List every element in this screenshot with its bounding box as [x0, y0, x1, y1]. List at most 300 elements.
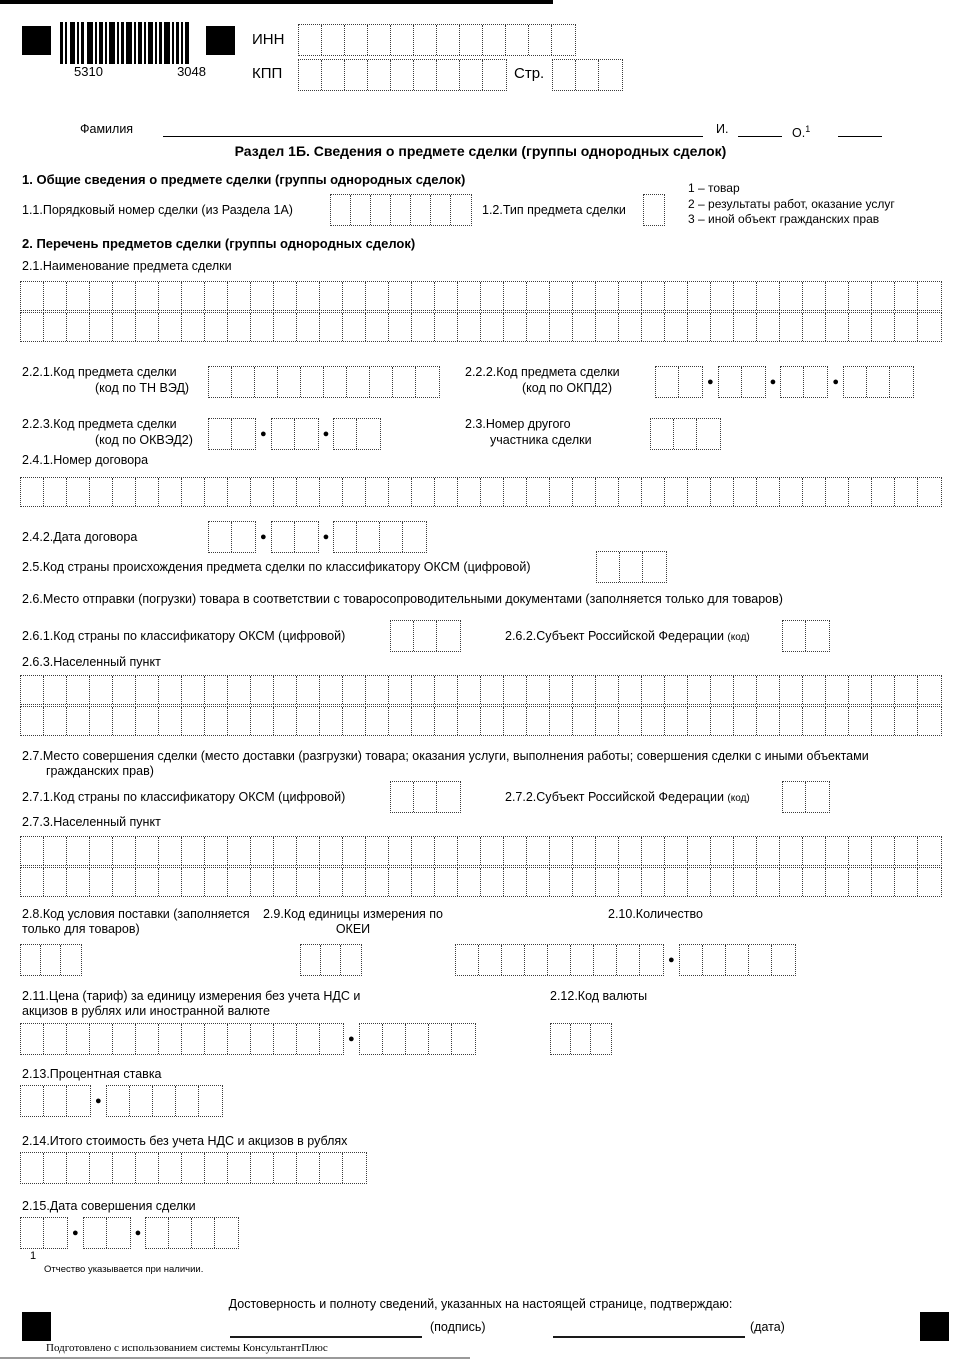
char-cell[interactable]	[414, 25, 437, 55]
char-cell[interactable]	[320, 1024, 343, 1054]
char-cell[interactable]	[599, 60, 622, 90]
char-cell[interactable]	[343, 282, 366, 310]
char-cell[interactable]	[429, 1024, 452, 1054]
char-cell[interactable]	[274, 868, 297, 896]
char-cell[interactable]	[642, 676, 665, 704]
field-2-13-cells[interactable]	[20, 1085, 223, 1117]
char-cell[interactable]	[334, 419, 357, 449]
char-cell[interactable]	[642, 837, 665, 865]
char-cell[interactable]	[504, 313, 527, 341]
char-cell[interactable]	[619, 707, 642, 735]
field-1-1-cells[interactable]	[330, 194, 472, 226]
char-cell[interactable]	[481, 313, 504, 341]
char-cell[interactable]	[351, 195, 371, 225]
field-2-2-1-cells[interactable]	[208, 366, 440, 398]
char-cell[interactable]	[504, 478, 527, 506]
char-cell[interactable]	[783, 782, 806, 812]
first-initial-field[interactable]	[738, 122, 782, 137]
char-cell[interactable]	[136, 478, 159, 506]
char-cell[interactable]	[343, 676, 366, 704]
char-cell[interactable]	[665, 313, 688, 341]
char-cell[interactable]	[596, 478, 619, 506]
char-cell[interactable]	[688, 676, 711, 704]
char-cell[interactable]	[320, 1153, 343, 1183]
char-cell[interactable]	[366, 707, 389, 735]
char-cell[interactable]	[780, 868, 803, 896]
char-cell[interactable]	[136, 837, 159, 865]
char-cell[interactable]	[551, 1024, 571, 1054]
char-cell[interactable]	[665, 478, 688, 506]
char-cell[interactable]	[297, 837, 320, 865]
char-cell[interactable]	[136, 313, 159, 341]
char-cell[interactable]	[21, 1218, 44, 1248]
char-cell[interactable]	[320, 478, 343, 506]
char-cell[interactable]	[412, 478, 435, 506]
char-cell[interactable]	[697, 419, 720, 449]
char-cell[interactable]	[504, 868, 527, 896]
char-cell[interactable]	[571, 1024, 591, 1054]
char-cell[interactable]	[550, 313, 573, 341]
char-cell[interactable]	[688, 478, 711, 506]
char-cell[interactable]	[479, 945, 502, 975]
char-cell[interactable]	[391, 621, 414, 651]
char-cell[interactable]	[411, 195, 431, 225]
char-cell[interactable]	[703, 945, 726, 975]
char-cell[interactable]	[679, 367, 702, 397]
char-cell[interactable]	[803, 313, 826, 341]
char-cell[interactable]	[21, 707, 44, 735]
char-cell[interactable]	[849, 313, 872, 341]
char-cell[interactable]	[159, 1153, 182, 1183]
char-cell[interactable]	[481, 478, 504, 506]
field-2-15-cells[interactable]	[20, 1217, 239, 1249]
char-cell[interactable]	[619, 868, 642, 896]
char-cell[interactable]	[483, 60, 506, 90]
char-cell[interactable]	[918, 837, 941, 865]
char-cell[interactable]	[274, 676, 297, 704]
char-cell[interactable]	[872, 868, 895, 896]
char-cell[interactable]	[849, 676, 872, 704]
char-cell[interactable]	[749, 945, 772, 975]
char-cell[interactable]	[370, 367, 393, 397]
char-cell[interactable]	[347, 367, 370, 397]
char-cell[interactable]	[67, 1153, 90, 1183]
char-cell[interactable]	[360, 1024, 383, 1054]
field-2-12-cells[interactable]	[550, 1023, 612, 1055]
char-cell[interactable]	[182, 282, 205, 310]
char-cell[interactable]	[232, 367, 255, 397]
char-cell[interactable]	[711, 282, 734, 310]
char-cell[interactable]	[803, 837, 826, 865]
char-cell[interactable]	[435, 868, 458, 896]
char-cell[interactable]	[251, 1153, 274, 1183]
char-cell[interactable]	[251, 707, 274, 735]
char-cell[interactable]	[719, 367, 742, 397]
char-cell[interactable]	[136, 282, 159, 310]
char-cell[interactable]	[44, 1024, 67, 1054]
char-cell[interactable]	[21, 1086, 44, 1116]
field-2-8-cells[interactable]	[20, 944, 82, 976]
char-cell[interactable]	[435, 478, 458, 506]
char-cell[interactable]	[895, 837, 918, 865]
field-2-6-3-cells-row1[interactable]	[20, 675, 942, 705]
char-cell[interactable]	[688, 313, 711, 341]
char-cell[interactable]	[460, 60, 483, 90]
char-cell[interactable]	[688, 868, 711, 896]
char-cell[interactable]	[67, 676, 90, 704]
char-cell[interactable]	[435, 837, 458, 865]
char-cell[interactable]	[458, 313, 481, 341]
char-cell[interactable]	[274, 313, 297, 341]
char-cell[interactable]	[872, 478, 895, 506]
char-cell[interactable]	[872, 282, 895, 310]
char-cell[interactable]	[205, 1024, 228, 1054]
char-cell[interactable]	[297, 868, 320, 896]
char-cell[interactable]	[688, 837, 711, 865]
char-cell[interactable]	[665, 837, 688, 865]
char-cell[interactable]	[458, 478, 481, 506]
char-cell[interactable]	[209, 367, 232, 397]
char-cell[interactable]	[414, 621, 437, 651]
char-cell[interactable]	[867, 367, 890, 397]
char-cell[interactable]	[90, 1024, 113, 1054]
char-cell[interactable]	[182, 837, 205, 865]
char-cell[interactable]	[504, 676, 527, 704]
char-cell[interactable]	[321, 945, 341, 975]
char-cell[interactable]	[757, 868, 780, 896]
char-cell[interactable]	[368, 60, 391, 90]
char-cell[interactable]	[431, 195, 451, 225]
char-cell[interactable]	[297, 282, 320, 310]
char-cell[interactable]	[452, 1024, 475, 1054]
char-cell[interactable]	[228, 1153, 251, 1183]
char-cell[interactable]	[113, 313, 136, 341]
char-cell[interactable]	[619, 676, 642, 704]
char-cell[interactable]	[44, 1086, 67, 1116]
char-cell[interactable]	[803, 478, 826, 506]
char-cell[interactable]	[506, 25, 529, 55]
kpp-field[interactable]	[298, 59, 507, 91]
char-cell[interactable]	[90, 868, 113, 896]
field-2-7-2-cells[interactable]	[782, 781, 830, 813]
char-cell[interactable]	[918, 282, 941, 310]
char-cell[interactable]	[274, 837, 297, 865]
char-cell[interactable]	[272, 419, 295, 449]
page-number-field[interactable]	[552, 59, 623, 91]
char-cell[interactable]	[711, 837, 734, 865]
field-2-5-cells[interactable]	[596, 551, 667, 583]
char-cell[interactable]	[113, 282, 136, 310]
char-cell[interactable]	[21, 478, 44, 506]
char-cell[interactable]	[182, 313, 205, 341]
char-cell[interactable]	[596, 313, 619, 341]
char-cell[interactable]	[481, 837, 504, 865]
char-cell[interactable]	[366, 282, 389, 310]
char-cell[interactable]	[890, 367, 913, 397]
char-cell[interactable]	[591, 1024, 611, 1054]
char-cell[interactable]	[576, 60, 599, 90]
char-cell[interactable]	[527, 313, 550, 341]
char-cell[interactable]	[67, 478, 90, 506]
char-cell[interactable]	[688, 282, 711, 310]
char-cell[interactable]	[341, 945, 361, 975]
char-cell[interactable]	[412, 837, 435, 865]
char-cell[interactable]	[527, 868, 550, 896]
char-cell[interactable]	[251, 478, 274, 506]
char-cell[interactable]	[458, 868, 481, 896]
char-cell[interactable]	[437, 621, 460, 651]
char-cell[interactable]	[437, 782, 460, 812]
char-cell[interactable]	[412, 868, 435, 896]
char-cell[interactable]	[550, 837, 573, 865]
char-cell[interactable]	[804, 367, 827, 397]
char-cell[interactable]	[21, 313, 44, 341]
char-cell[interactable]	[228, 478, 251, 506]
char-cell[interactable]	[412, 282, 435, 310]
char-cell[interactable]	[322, 60, 345, 90]
char-cell[interactable]	[90, 478, 113, 506]
char-cell[interactable]	[299, 60, 322, 90]
char-cell[interactable]	[368, 25, 391, 55]
char-cell[interactable]	[596, 676, 619, 704]
char-cell[interactable]	[232, 419, 255, 449]
char-cell[interactable]	[389, 282, 412, 310]
field-2-7-1-cells[interactable]	[390, 781, 461, 813]
char-cell[interactable]	[297, 1153, 320, 1183]
char-cell[interactable]	[209, 419, 232, 449]
char-cell[interactable]	[366, 478, 389, 506]
char-cell[interactable]	[320, 868, 343, 896]
char-cell[interactable]	[322, 25, 345, 55]
char-cell[interactable]	[159, 676, 182, 704]
char-cell[interactable]	[228, 282, 251, 310]
char-cell[interactable]	[665, 282, 688, 310]
char-cell[interactable]	[357, 419, 380, 449]
signature-line[interactable]	[230, 1318, 422, 1338]
field-1-2-cells[interactable]	[643, 194, 665, 226]
char-cell[interactable]	[182, 868, 205, 896]
char-cell[interactable]	[642, 478, 665, 506]
char-cell[interactable]	[113, 478, 136, 506]
char-cell[interactable]	[826, 707, 849, 735]
char-cell[interactable]	[21, 282, 44, 310]
char-cell[interactable]	[182, 707, 205, 735]
field-2-10-cells[interactable]	[455, 944, 796, 976]
char-cell[interactable]	[437, 60, 460, 90]
char-cell[interactable]	[113, 1153, 136, 1183]
char-cell[interactable]	[334, 522, 357, 552]
char-cell[interactable]	[895, 868, 918, 896]
char-cell[interactable]	[481, 676, 504, 704]
char-cell[interactable]	[21, 868, 44, 896]
inn-field[interactable]	[298, 24, 576, 56]
char-cell[interactable]	[44, 837, 67, 865]
char-cell[interactable]	[209, 522, 232, 552]
char-cell[interactable]	[251, 868, 274, 896]
char-cell[interactable]	[274, 1153, 297, 1183]
char-cell[interactable]	[345, 25, 368, 55]
char-cell[interactable]	[742, 367, 765, 397]
char-cell[interactable]	[619, 282, 642, 310]
char-cell[interactable]	[642, 282, 665, 310]
char-cell[interactable]	[550, 707, 573, 735]
field-2-3-cells[interactable]	[650, 418, 721, 450]
char-cell[interactable]	[113, 707, 136, 735]
char-cell[interactable]	[757, 707, 780, 735]
char-cell[interactable]	[205, 478, 228, 506]
char-cell[interactable]	[107, 1218, 130, 1248]
char-cell[interactable]	[872, 313, 895, 341]
char-cell[interactable]	[274, 1024, 297, 1054]
char-cell[interactable]	[780, 313, 803, 341]
field-2-4-2-cells[interactable]	[208, 521, 427, 553]
char-cell[interactable]	[571, 945, 594, 975]
char-cell[interactable]	[90, 707, 113, 735]
char-cell[interactable]	[389, 868, 412, 896]
char-cell[interactable]	[458, 837, 481, 865]
char-cell[interactable]	[895, 282, 918, 310]
char-cell[interactable]	[803, 707, 826, 735]
char-cell[interactable]	[343, 1153, 366, 1183]
char-cell[interactable]	[504, 837, 527, 865]
char-cell[interactable]	[665, 868, 688, 896]
char-cell[interactable]	[295, 419, 318, 449]
char-cell[interactable]	[826, 313, 849, 341]
char-cell[interactable]	[414, 782, 437, 812]
char-cell[interactable]	[357, 522, 380, 552]
char-cell[interactable]	[182, 1153, 205, 1183]
char-cell[interactable]	[895, 478, 918, 506]
char-cell[interactable]	[67, 707, 90, 735]
field-2-7-3-cells-row2[interactable]	[20, 867, 942, 897]
char-cell[interactable]	[297, 313, 320, 341]
char-cell[interactable]	[371, 195, 391, 225]
char-cell[interactable]	[726, 945, 749, 975]
char-cell[interactable]	[594, 945, 617, 975]
char-cell[interactable]	[550, 676, 573, 704]
field-2-2-2-cells[interactable]	[655, 366, 914, 398]
char-cell[interactable]	[783, 621, 806, 651]
char-cell[interactable]	[849, 282, 872, 310]
char-cell[interactable]	[481, 707, 504, 735]
char-cell[interactable]	[389, 707, 412, 735]
field-2-1-cells-row2[interactable]	[20, 312, 942, 342]
char-cell[interactable]	[228, 313, 251, 341]
char-cell[interactable]	[573, 868, 596, 896]
char-cell[interactable]	[483, 25, 506, 55]
field-2-6-2-cells[interactable]	[782, 620, 830, 652]
char-cell[interactable]	[435, 313, 458, 341]
char-cell[interactable]	[205, 282, 228, 310]
char-cell[interactable]	[734, 313, 757, 341]
char-cell[interactable]	[67, 313, 90, 341]
char-cell[interactable]	[849, 478, 872, 506]
char-cell[interactable]	[21, 1024, 44, 1054]
char-cell[interactable]	[251, 837, 274, 865]
char-cell[interactable]	[205, 313, 228, 341]
char-cell[interactable]	[734, 837, 757, 865]
char-cell[interactable]	[619, 837, 642, 865]
char-cell[interactable]	[553, 60, 576, 90]
char-cell[interactable]	[136, 868, 159, 896]
char-cell[interactable]	[527, 837, 550, 865]
char-cell[interactable]	[895, 707, 918, 735]
char-cell[interactable]	[324, 367, 347, 397]
char-cell[interactable]	[481, 282, 504, 310]
char-cell[interactable]	[331, 195, 351, 225]
char-cell[interactable]	[301, 945, 321, 975]
char-cell[interactable]	[412, 707, 435, 735]
char-cell[interactable]	[688, 707, 711, 735]
char-cell[interactable]	[251, 313, 274, 341]
char-cell[interactable]	[529, 25, 552, 55]
char-cell[interactable]	[169, 1218, 192, 1248]
char-cell[interactable]	[620, 552, 643, 582]
char-cell[interactable]	[251, 282, 274, 310]
char-cell[interactable]	[90, 676, 113, 704]
char-cell[interactable]	[44, 1153, 67, 1183]
char-cell[interactable]	[67, 868, 90, 896]
field-2-4-1-cells[interactable]	[20, 477, 942, 507]
char-cell[interactable]	[711, 707, 734, 735]
char-cell[interactable]	[295, 522, 318, 552]
char-cell[interactable]	[274, 707, 297, 735]
char-cell[interactable]	[320, 837, 343, 865]
char-cell[interactable]	[734, 868, 757, 896]
char-cell[interactable]	[643, 552, 666, 582]
char-cell[interactable]	[251, 1024, 274, 1054]
char-cell[interactable]	[107, 1086, 130, 1116]
char-cell[interactable]	[656, 367, 679, 397]
char-cell[interactable]	[780, 676, 803, 704]
char-cell[interactable]	[44, 707, 67, 735]
char-cell[interactable]	[412, 313, 435, 341]
field-2-2-3-cells[interactable]	[208, 418, 381, 450]
char-cell[interactable]	[780, 282, 803, 310]
char-cell[interactable]	[67, 282, 90, 310]
char-cell[interactable]	[44, 282, 67, 310]
char-cell[interactable]	[366, 313, 389, 341]
char-cell[interactable]	[734, 707, 757, 735]
char-cell[interactable]	[757, 282, 780, 310]
char-cell[interactable]	[619, 313, 642, 341]
char-cell[interactable]	[320, 707, 343, 735]
char-cell[interactable]	[573, 676, 596, 704]
char-cell[interactable]	[757, 676, 780, 704]
char-cell[interactable]	[199, 1086, 222, 1116]
char-cell[interactable]	[21, 676, 44, 704]
char-cell[interactable]	[159, 707, 182, 735]
field-2-1-cells-row1[interactable]	[20, 281, 942, 311]
char-cell[interactable]	[849, 707, 872, 735]
char-cell[interactable]	[159, 868, 182, 896]
char-cell[interactable]	[918, 707, 941, 735]
char-cell[interactable]	[527, 676, 550, 704]
char-cell[interactable]	[527, 707, 550, 735]
char-cell[interactable]	[61, 945, 81, 975]
char-cell[interactable]	[113, 868, 136, 896]
char-cell[interactable]	[734, 676, 757, 704]
char-cell[interactable]	[527, 282, 550, 310]
char-cell[interactable]	[780, 837, 803, 865]
char-cell[interactable]	[772, 945, 795, 975]
field-2-6-1-cells[interactable]	[390, 620, 461, 652]
char-cell[interactable]	[345, 60, 368, 90]
char-cell[interactable]	[781, 367, 804, 397]
char-cell[interactable]	[228, 676, 251, 704]
char-cell[interactable]	[113, 676, 136, 704]
char-cell[interactable]	[596, 707, 619, 735]
